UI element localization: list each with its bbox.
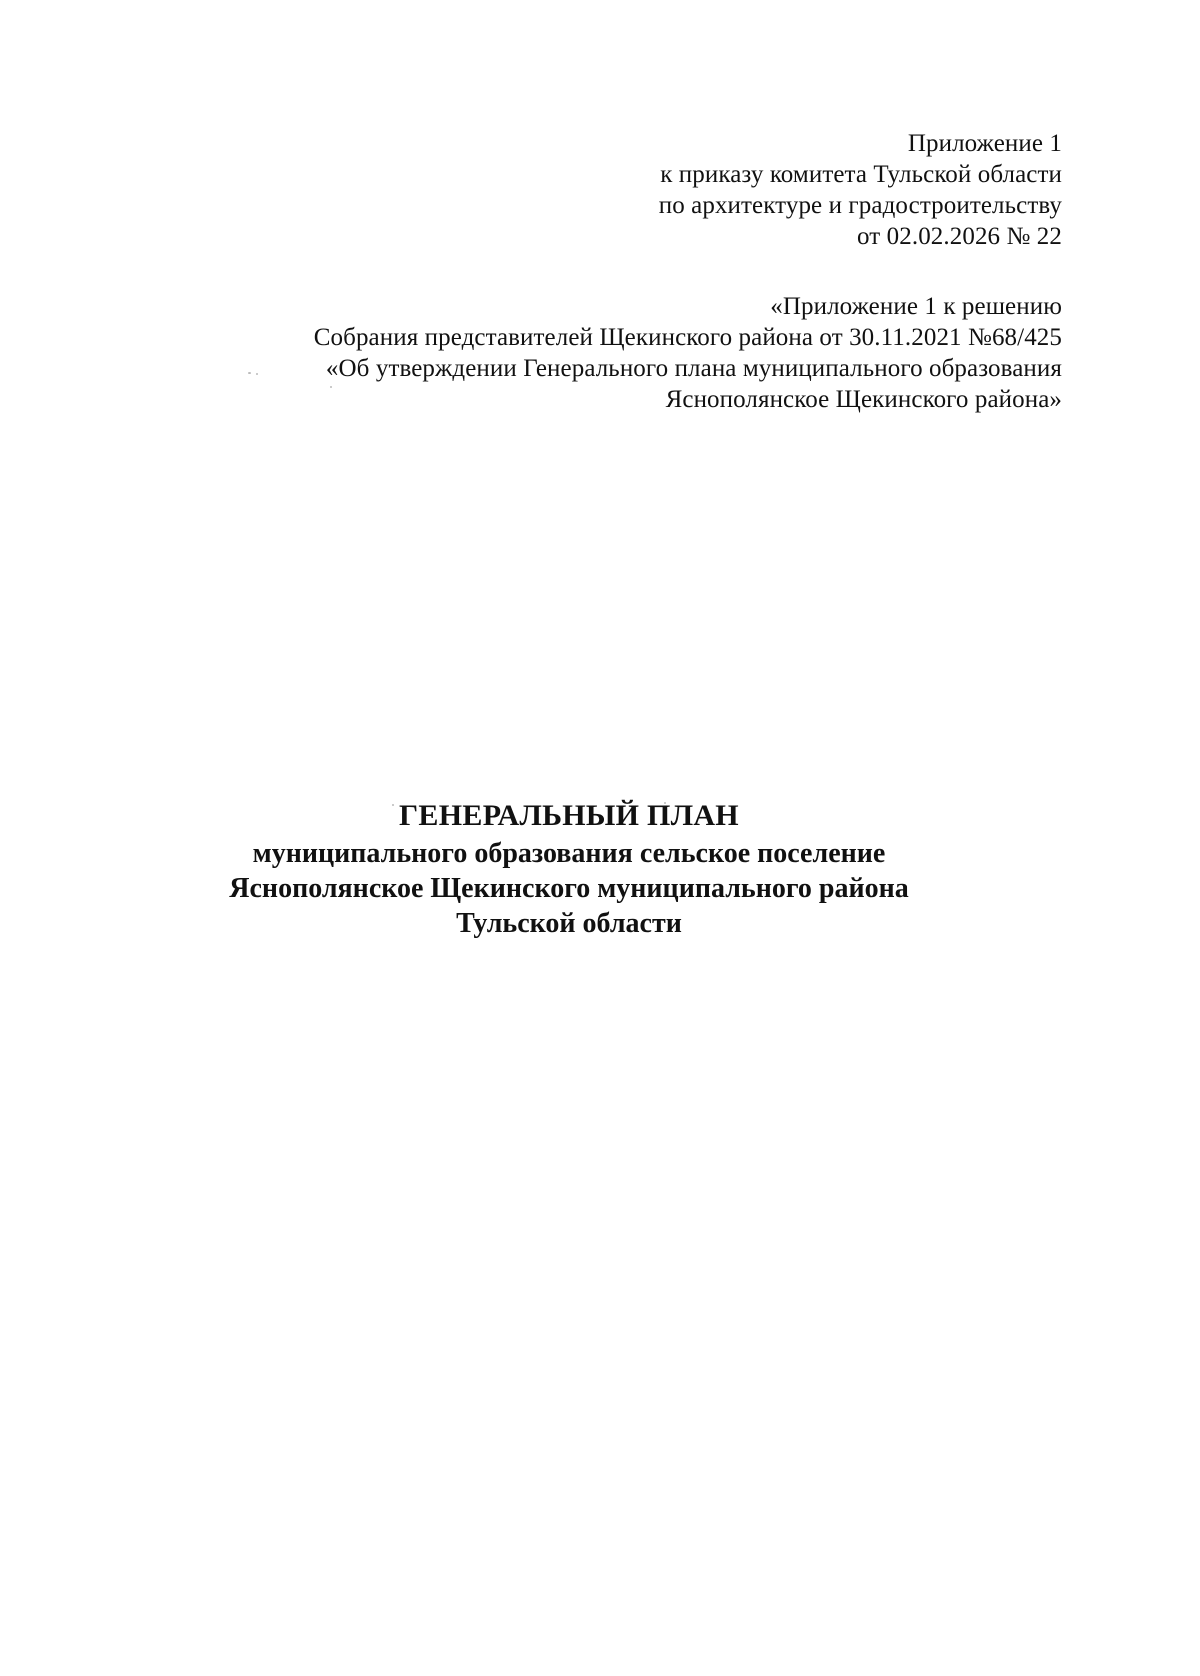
title-line-3: Яснополянское Щекинского муниципального района xyxy=(229,873,909,904)
appendix-line-3: по архитектуре и градостроительству xyxy=(658,192,1062,219)
decision-line-3: «Об утверждении Генерального плана муниципального образования xyxy=(325,355,1062,382)
decision-line-4: Яснополянское Щекинского района» xyxy=(665,386,1062,413)
appendix-line-1: Приложение 1 xyxy=(907,130,1062,157)
decision-line-2: Собрания представителей Щекинского района от 30.11.2021 №68/425 xyxy=(313,324,1062,351)
appendix-line-4: от 02.02.2026 № 22 xyxy=(857,223,1062,250)
appendix-line-2: к приказу комитета Тульской области xyxy=(660,161,1062,188)
scan-artifact xyxy=(256,373,258,375)
scan-artifact xyxy=(330,386,332,388)
title-main: ГЕНЕРАЛЬНЫЙ ПЛАН xyxy=(399,799,739,832)
decision-reference xyxy=(314,291,1062,415)
scan-artifact xyxy=(248,372,251,374)
decision-line-1: «Приложение 1 к решению xyxy=(770,293,1062,320)
title-line-2: муниципального образования сельское поселение xyxy=(252,838,886,869)
document-title xyxy=(0,796,1138,941)
title-line-4: Тульской области xyxy=(456,908,682,939)
appendix-header xyxy=(659,128,1062,252)
